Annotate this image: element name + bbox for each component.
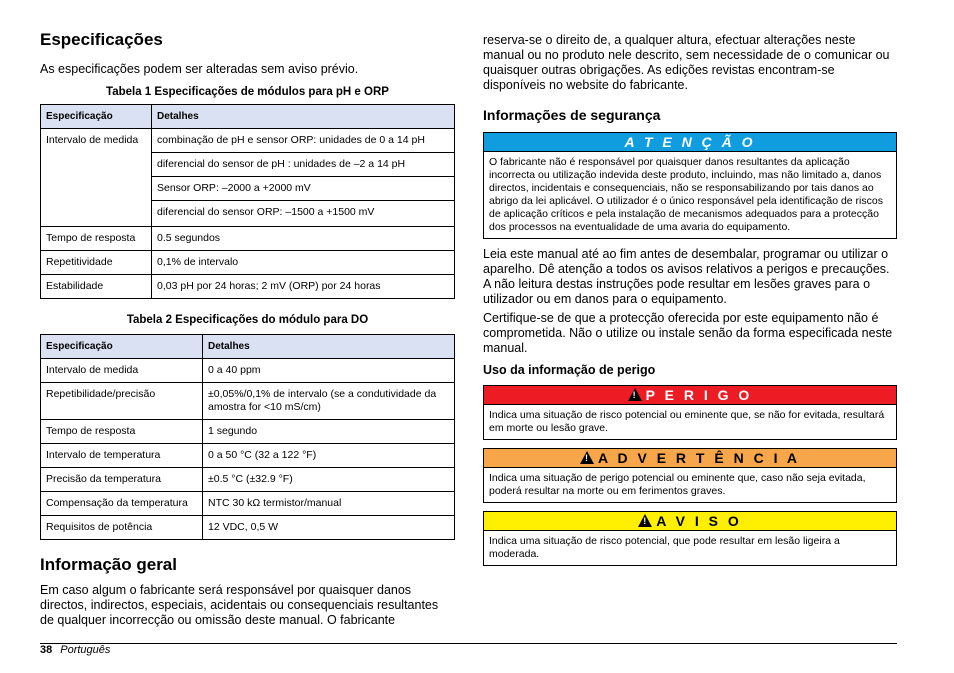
table1-header-details: Detalhes	[152, 105, 455, 129]
table1-caption: Tabela 1 Especificações de módulos para pH e ORP	[106, 86, 389, 98]
safety-title: Informações de segurança	[483, 107, 661, 123]
table-cell-value: 12 VDC, 0,5 W	[203, 516, 455, 540]
atencao-label: A T E N Ç Ã O	[484, 133, 896, 152]
aviso-text: Indica uma situação de risco potencial, que pode resultar em lesão ligeira a moderada.	[489, 535, 840, 560]
safety-paragraph-1: Leia este manual até ao fim antes de desembalar, programar ou utilizar o aparelho. Dê atenção a todos os avisos relativos a perigos e precauções. A não leitura destas instruções pode resultar em lesões graves para o utilizador ou em danos para o equipamento.	[483, 247, 890, 306]
table2-header-row	[41, 335, 455, 359]
general-text-continued: reserva-se o direito de, a qualquer altura, efectuar alterações neste manual ou no produto nele descrito, sem necessidade de o comunicar ou quaisquer outras obrigações. As edições revistas encontram-se disponíveis no website do fabricante.	[483, 33, 890, 92]
table-cell-label: Repetitividade	[41, 251, 152, 275]
perigo-header	[484, 386, 896, 405]
table-cell-label: Estabilidade	[41, 275, 152, 299]
table-cell-value: NTC 30 kΩ termistor/manual	[203, 492, 455, 516]
table-row	[41, 227, 455, 251]
table-cell-value: 0,1% de intervalo	[152, 251, 455, 275]
general-text: Em caso algum o fabricante será responsável por quaisquer danos directos, indirectos, especiais, acidentais ou consequenciais resultantes de qualquer incorrecção ou omissão deste manual. O fabricante	[40, 583, 439, 627]
table-row	[41, 444, 455, 468]
table-cell-label: Requisitos de potência	[41, 516, 203, 540]
warning-triangle-icon	[638, 514, 652, 527]
hazard-title: Uso da informação de perigo	[483, 363, 656, 377]
advertencia-header	[484, 449, 896, 468]
warning-triangle-icon	[580, 451, 594, 464]
table-cell-value: Sensor ORP: –2000 a +2000 mV	[152, 177, 455, 201]
table-cell-value: diferencial do sensor de pH : unidades de –2 a 14 pH	[152, 153, 455, 177]
advertencia-text: Indica uma situação de perigo potencial ou eminente que, caso não seja evitada, poderá resultar na morte ou em ferimentos graves.	[489, 472, 866, 497]
table-cell-value: combinação de pH e sensor ORP: unidades de 0 a 14 pH	[152, 129, 455, 153]
right-column	[483, 33, 897, 566]
table-row	[41, 516, 455, 540]
table-row	[41, 492, 455, 516]
table-cell-label: Compensação da temperatura	[41, 492, 203, 516]
aviso-header	[484, 512, 896, 531]
table-row	[41, 251, 455, 275]
table-cell-value: ±0.5 °C (±32.9 °F)	[203, 468, 455, 492]
table2-caption: Tabela 2 Especificações do módulo para DO	[126, 314, 369, 326]
table2-header-details: Detalhes	[203, 335, 455, 359]
table2-header-spec: Especificação	[41, 335, 203, 359]
table-cell-label: Repetibilidade/precisão	[41, 383, 203, 420]
table-row	[41, 129, 455, 153]
table-cell-label: Intervalo de temperatura	[41, 444, 203, 468]
page-footer	[40, 643, 110, 657]
table1	[40, 104, 455, 299]
table-cell-label: Tempo de resposta	[41, 420, 203, 444]
atencao-text: O fabricante não é responsável por quaisquer danos resultantes da aplicação incorrecta ou utilização indevida deste produto, incluindo, mas não limitado a, danos directos, incidentais e consequenciais, não se responsabilizando por tais danos ao abrigo da lei aplicável. O utilizador é o único responsável pela identificação de riscos de aplicação críticos e pela instalação de mecanismos adequados para a protecção dos processos na eventualidade de uma avaria do equipamento.	[489, 156, 883, 233]
general-title: Informação geral	[40, 555, 177, 574]
table-cell-value: diferencial do sensor ORP: –1500 a +1500 mV	[152, 201, 455, 227]
table-cell-value: 0,03 pH por 24 horas; 2 mV (ORP) por 24 horas	[152, 275, 455, 299]
atencao-box	[483, 132, 897, 239]
safety-paragraph-2: Certifique-se de que a protecção oferecida por este equipamento não é comprometida. Não o utilize ou instale senão da forma especificada neste manual.	[483, 311, 893, 355]
table-row	[41, 359, 455, 383]
table-cell-label: Precisão da temperatura	[41, 468, 203, 492]
table-cell-label: Tempo de resposta	[41, 227, 152, 251]
table-cell-label: Intervalo de medida	[41, 359, 203, 383]
page-number: 38	[40, 644, 53, 656]
table-cell-label: Intervalo de medida	[41, 129, 152, 227]
footer-language: Português	[60, 644, 111, 656]
advertencia-box	[483, 448, 897, 503]
table-cell-value: 0 a 40 ppm	[203, 359, 455, 383]
aviso-box	[483, 511, 897, 566]
table-row	[41, 468, 455, 492]
spec-title: Especificações	[40, 30, 163, 49]
table-row	[41, 383, 455, 420]
table1-header-spec: Especificação	[41, 105, 152, 129]
footer-divider	[40, 643, 897, 644]
warning-triangle-icon	[628, 388, 642, 401]
table-cell-value: 0.5 segundos	[152, 227, 455, 251]
table-cell-value: 0 a 50 °C (32 a 122 °F)	[203, 444, 455, 468]
table-cell-value: 1 segundo	[203, 420, 455, 444]
table-row	[41, 420, 455, 444]
perigo-text: Indica uma situação de risco potencial ou eminente que, se não for evitada, resultará em morte ou lesão grave.	[489, 409, 885, 434]
spec-intro: As especificações podem ser alteradas sem aviso prévio.	[40, 62, 359, 76]
table-row	[41, 275, 455, 299]
perigo-box	[483, 385, 897, 440]
aviso-label: A V I S O	[656, 513, 742, 529]
table1-header-row	[41, 105, 455, 129]
left-column	[40, 30, 455, 628]
table2	[40, 334, 455, 540]
advertencia-label: A D V E R T Ê N C I A	[598, 450, 800, 466]
table-cell-value: ±0,05%/0,1% de intervalo (se a condutividade da amostra for <10 mS/cm)	[203, 383, 455, 420]
perigo-label: P E R I G O	[645, 387, 753, 403]
